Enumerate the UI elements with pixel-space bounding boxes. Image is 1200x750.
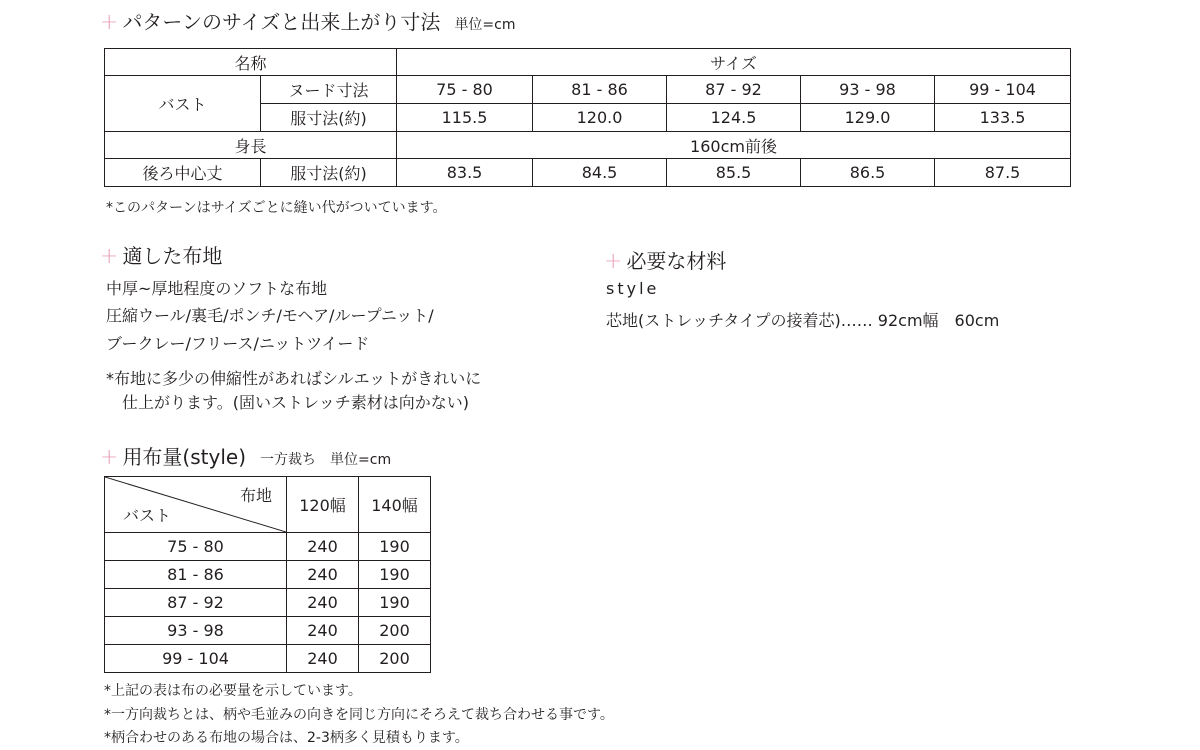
value-cell: 87.5 — [935, 159, 1071, 187]
back-label: 後ろ中心丈 — [105, 159, 261, 187]
size-cell: 87 - 92 — [667, 76, 801, 104]
plus-icon: + — [100, 244, 119, 269]
size-table — [104, 48, 1071, 187]
header-name: 名称 — [105, 49, 397, 76]
yardage-note: *柄合わせのある布地の場合は、2-3柄多く見積もります。 — [104, 730, 469, 746]
section-size-title: パターンのサイズと出来上がり寸法 — [122, 10, 441, 34]
section-yardage-title: 用布量(style) — [122, 445, 247, 469]
material-item: 芯地(ストレッチタイプの接着芯)…… 92cm幅 60cm — [606, 311, 1000, 330]
table-row — [105, 159, 1071, 187]
height-label: 身長 — [105, 132, 397, 159]
bust-cell: 93 - 98 — [105, 617, 287, 645]
bust-cell: 87 - 92 — [105, 589, 287, 617]
garment-label: 服寸法(約) — [261, 104, 397, 132]
value-cell: 85.5 — [667, 159, 801, 187]
w140-cell: 190 — [359, 589, 431, 617]
table-row — [105, 561, 431, 589]
size-cell: 99 - 104 — [935, 76, 1071, 104]
fabric-note: *布地に多少の伸縮性があればシルエットがきれいに — [106, 369, 482, 388]
section-size-heading — [100, 6, 516, 35]
material-style: style — [606, 279, 660, 298]
bust-cell: 81 - 86 — [105, 561, 287, 589]
nude-label: ヌード寸法 — [261, 76, 397, 104]
fabric-line: 圧縮ウール/裏毛/ポンチ/モヘア/ループニット/ — [106, 306, 434, 325]
w140-cell: 200 — [359, 617, 431, 645]
section-material-heading — [604, 245, 726, 274]
value-cell: 86.5 — [801, 159, 935, 187]
garment-label: 服寸法(約) — [261, 159, 397, 187]
table-row — [105, 645, 431, 673]
table-row — [105, 477, 431, 533]
bust-cell: 75 - 80 — [105, 533, 287, 561]
w120-cell: 240 — [287, 645, 359, 673]
height-value: 160cm前後 — [397, 132, 1071, 159]
yardage-table — [104, 476, 431, 673]
plus-icon: + — [100, 10, 119, 35]
table-row — [105, 76, 1071, 104]
size-note: *このパターンはサイズごとに縫い代がついています。 — [106, 200, 447, 216]
yardage-note: *一方向裁ちとは、柄や毛並みの向きを同じ方向にそろえて裁ち合わせる事です。 — [104, 707, 614, 723]
header-120: 120幅 — [287, 477, 359, 533]
table-row — [105, 589, 431, 617]
value-cell: 84.5 — [533, 159, 667, 187]
table-row — [105, 533, 431, 561]
header-size: サイズ — [397, 49, 1071, 76]
bust-cell: 99 - 104 — [105, 645, 287, 673]
table-row — [105, 132, 1071, 159]
corner-cell — [105, 477, 287, 533]
w140-cell: 190 — [359, 533, 431, 561]
corner-bottom-label: バスト — [123, 506, 172, 525]
w120-cell: 240 — [287, 617, 359, 645]
value-cell: 133.5 — [935, 104, 1071, 132]
bust-label: バスト — [105, 76, 261, 132]
value-cell: 124.5 — [667, 104, 801, 132]
plus-icon: + — [604, 249, 623, 274]
section-material-title: 必要な材料 — [626, 249, 727, 273]
value-cell: 120.0 — [533, 104, 667, 132]
w120-cell: 240 — [287, 561, 359, 589]
value-cell: 83.5 — [397, 159, 533, 187]
w120-cell: 240 — [287, 589, 359, 617]
header-140: 140幅 — [359, 477, 431, 533]
size-cell: 93 - 98 — [801, 76, 935, 104]
table-row — [105, 49, 1071, 76]
table-row — [105, 617, 431, 645]
fabric-note: 仕上がります。(固いストレッチ素材は向かない) — [122, 393, 470, 412]
section-fabric-heading — [100, 240, 222, 269]
w140-cell: 200 — [359, 645, 431, 673]
size-cell: 75 - 80 — [397, 76, 533, 104]
value-cell: 129.0 — [801, 104, 935, 132]
value-cell: 115.5 — [397, 104, 533, 132]
section-size-unit: 単位=cm — [454, 17, 516, 33]
section-yardage-subtitle: 一方裁ち 単位=cm — [260, 452, 392, 468]
size-cell: 81 - 86 — [533, 76, 667, 104]
section-fabric-title: 適した布地 — [122, 244, 223, 268]
w120-cell: 240 — [287, 533, 359, 561]
w140-cell: 190 — [359, 561, 431, 589]
fabric-line: ブークレー/フリース/ニットツイード — [106, 334, 370, 353]
section-yardage-heading — [100, 441, 391, 470]
plus-icon: + — [100, 445, 119, 470]
fabric-line: 中厚~厚地程度のソフトな布地 — [106, 279, 328, 298]
corner-top-label: 布地 — [239, 486, 272, 505]
yardage-note: *上記の表は布の必要量を示しています。 — [104, 683, 362, 699]
